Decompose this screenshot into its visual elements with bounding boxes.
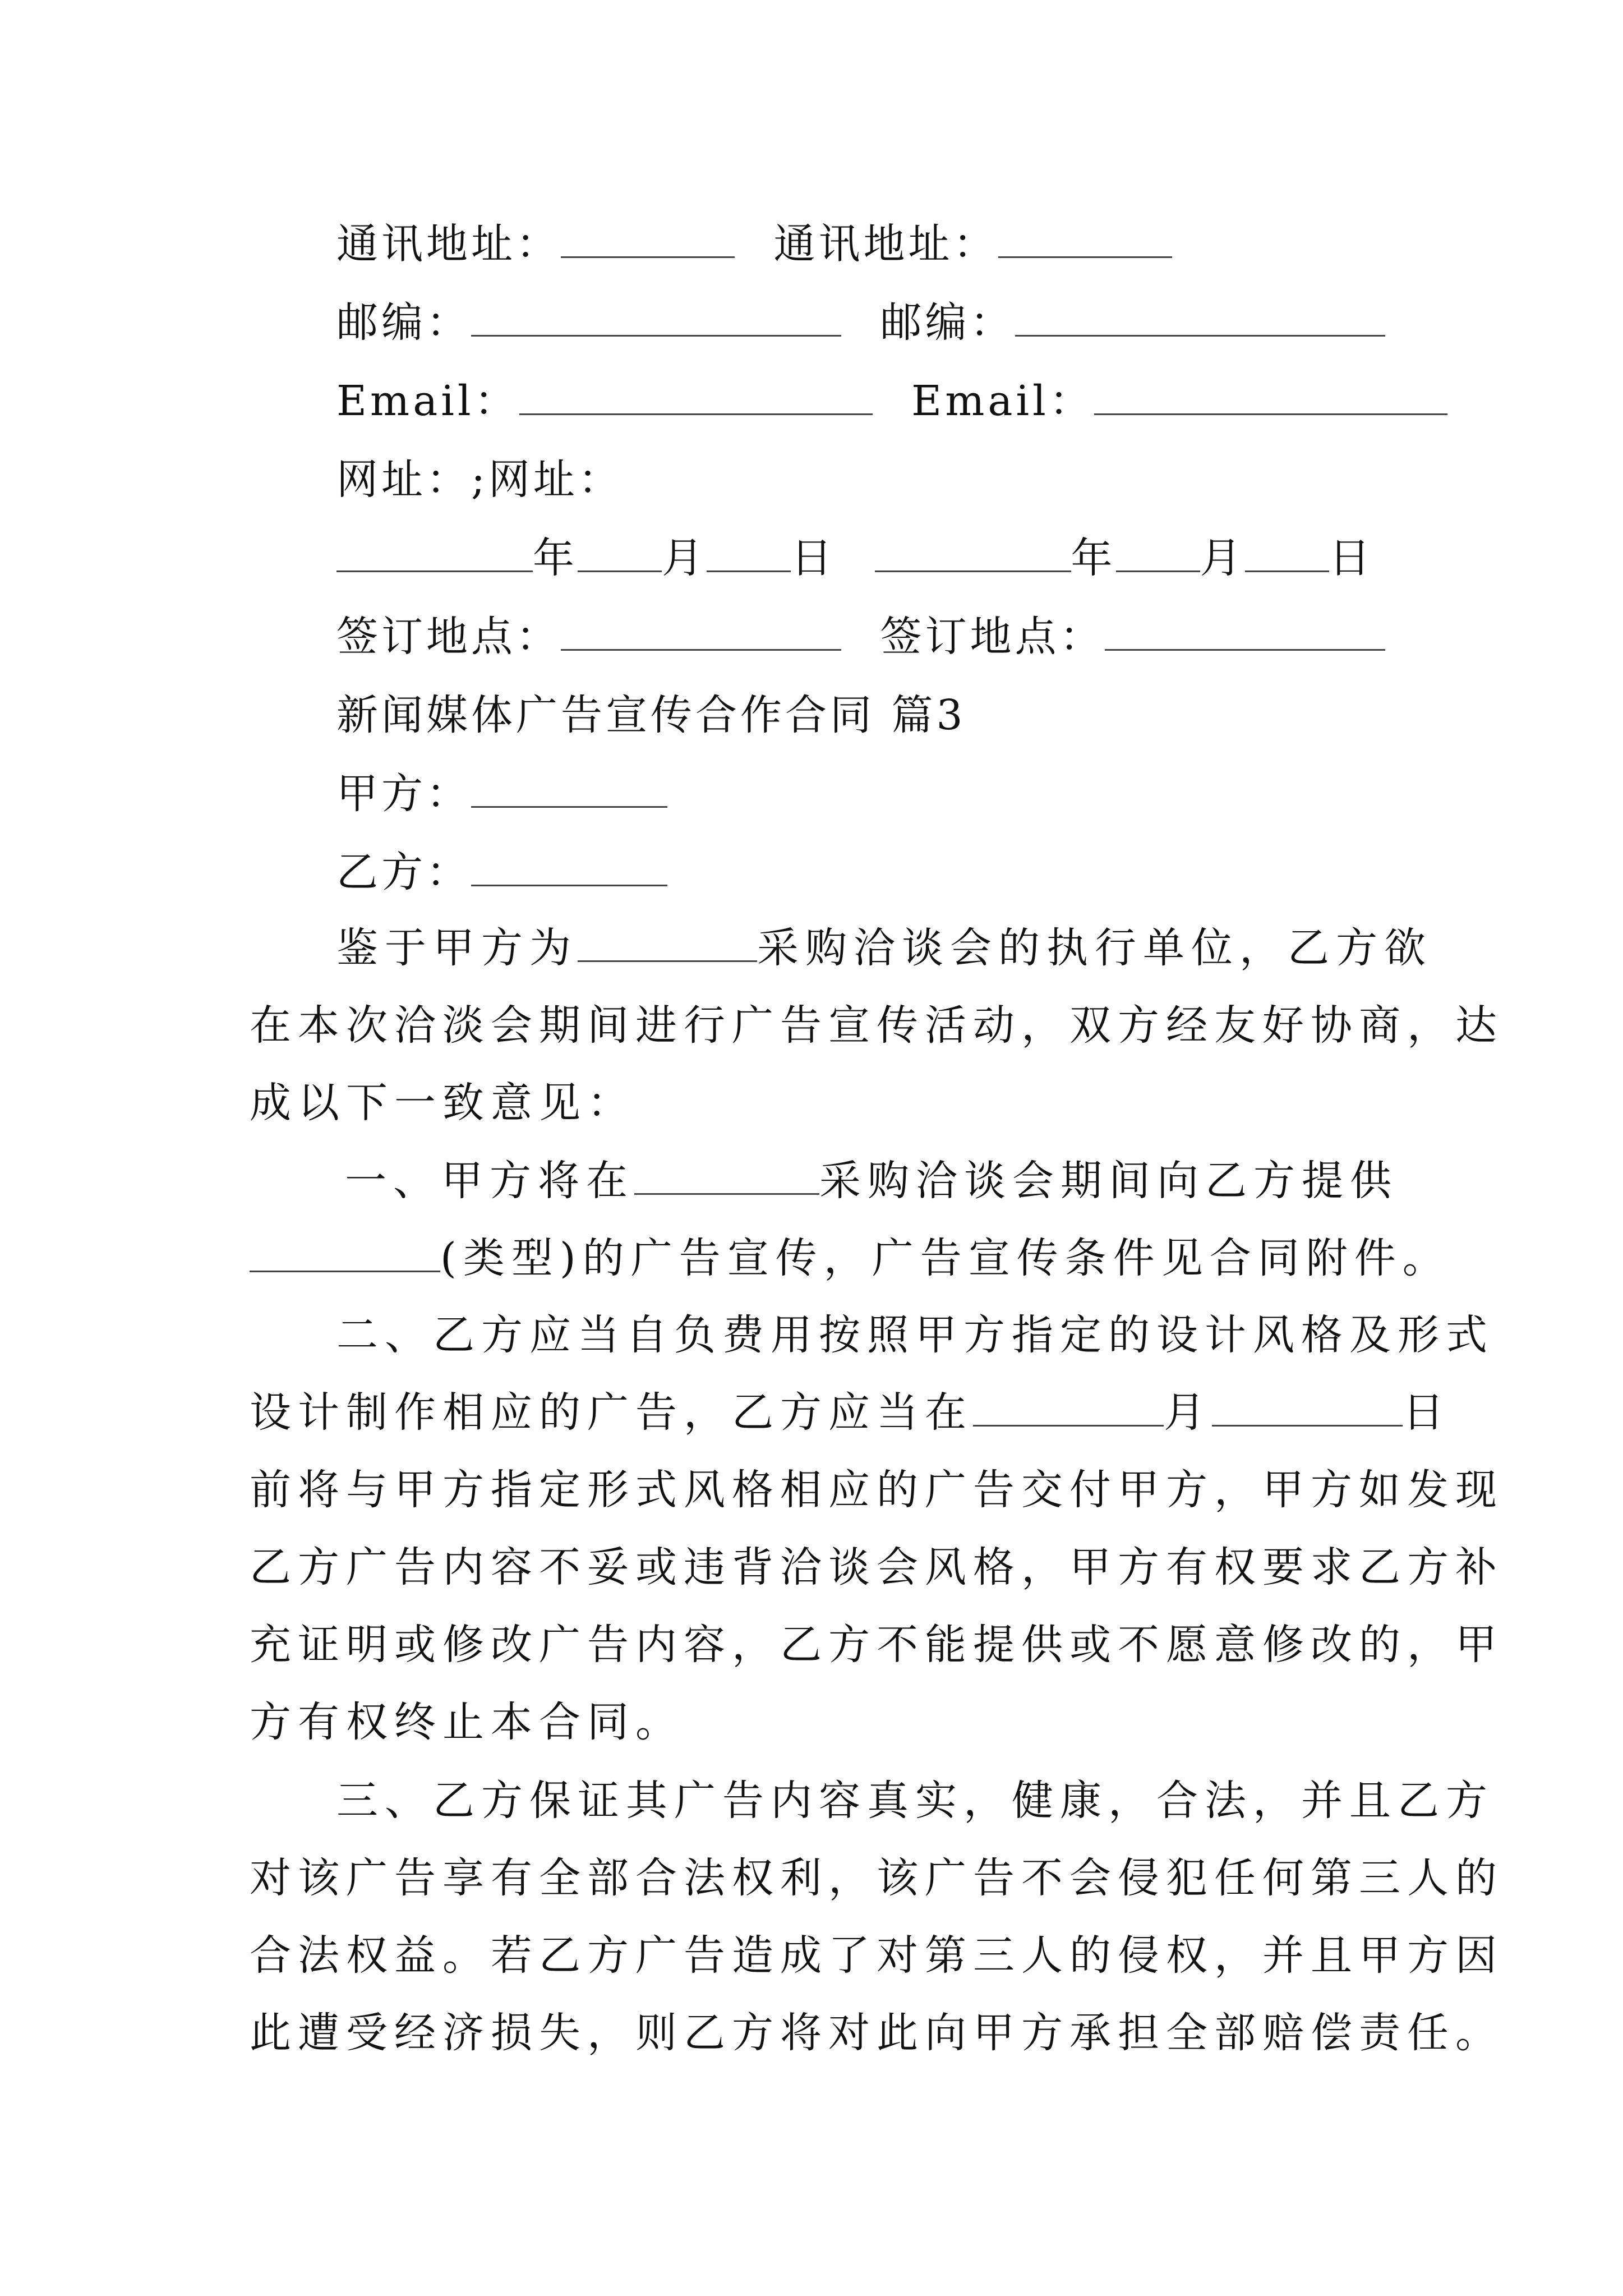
day-blank-b <box>1245 531 1329 572</box>
zip-line <box>336 295 1385 351</box>
ad-type-blank <box>250 1231 440 1272</box>
zip-blank-a <box>471 296 841 337</box>
paragraph-line: 对该广告享有全部合法权利，该广告不会侵犯任何第三人的 <box>250 1854 1504 1902</box>
text-run: (类型)的广告宣传，广告宣传条件见合同附件。 <box>440 1234 1451 1282</box>
email-label-b: Email： <box>911 377 1094 425</box>
year-label-b: 年 <box>1071 534 1116 582</box>
address-label-b: 通讯地址： <box>773 220 998 268</box>
email-label-a: Email： <box>336 377 519 425</box>
address-label-a: 通讯地址： <box>336 220 561 268</box>
paragraph-line: 乙方广告内容不妥或违背洽谈会风格，甲方有权要求乙方补 <box>250 1543 1504 1591</box>
address-line <box>336 216 1172 272</box>
paragraph-line: 合法权益。若乙方广告造成了对第三人的侵权，并且甲方因 <box>250 1931 1504 1980</box>
month-label-a: 月 <box>662 534 707 582</box>
paragraph-3 <box>250 1307 1504 1772</box>
text-run: 一、甲方将在 <box>345 1157 634 1205</box>
month-blank-a <box>578 531 662 572</box>
text-run: 设计制作相应的广告，乙方应当在 <box>250 1388 973 1437</box>
party-b-label: 乙方： <box>336 848 471 896</box>
day-blank-a <box>707 531 791 572</box>
text-run: 月 <box>1164 1388 1212 1437</box>
text-run: 日 <box>1403 1388 1451 1437</box>
paragraph-2 <box>250 1153 1451 1308</box>
contract-title: 新闻媒体广告宣传合作合同 篇3 <box>336 691 966 739</box>
website-line: 网址：;网址： <box>336 455 623 504</box>
signing-place-line <box>336 609 1385 665</box>
address-blank-a <box>561 217 735 258</box>
place-blank-a <box>561 610 841 651</box>
fair-name-blank <box>578 921 757 962</box>
party-a-line <box>336 766 667 822</box>
paragraph-line <box>250 1384 1451 1462</box>
zip-blank-b <box>1015 296 1385 337</box>
party-b-blank <box>471 845 667 886</box>
year-label-a: 年 <box>533 534 578 582</box>
place-label-a: 签订地点： <box>336 613 561 661</box>
paragraph-1 <box>250 920 1504 1152</box>
email-blank-a <box>519 374 873 415</box>
paragraph-line <box>250 920 1432 997</box>
day-label-b: 日 <box>1329 534 1374 582</box>
paragraph-line: 三、乙方保证其广告内容真实，健康，合法，并且乙方 <box>336 1777 1494 1825</box>
party-a-label: 甲方： <box>336 770 471 818</box>
email-blank-b <box>1094 374 1447 415</box>
text-run: 鉴于甲方为 <box>336 924 578 972</box>
paragraph-line: 在本次洽淡会期间进行广告宣传活动，双方经友好协商，达 <box>250 1001 1504 1050</box>
paragraph-line: 充证明或修改广告内容，乙方不能提供或不愿意修改的，甲 <box>250 1621 1504 1669</box>
month-blank <box>973 1386 1164 1427</box>
paragraph-line: 前将与甲方指定形式风格相应的广告交付甲方，甲方如发现 <box>250 1466 1504 1514</box>
paragraph-line: 方有权终止本合同。 <box>250 1698 684 1746</box>
zip-label-b: 邮编： <box>880 298 1015 347</box>
date-line <box>336 530 1374 586</box>
party-a-blank <box>471 767 667 808</box>
day-label-a: 日 <box>791 534 836 582</box>
paragraph-line <box>250 1153 1398 1230</box>
month-label-b: 月 <box>1200 534 1245 582</box>
fair-blank <box>634 1154 819 1195</box>
paragraph-line <box>250 1230 1451 1308</box>
place-blank-b <box>1105 610 1385 651</box>
paragraph-line: 成以下一致意见： <box>250 1079 635 1127</box>
year-blank-b <box>875 531 1071 572</box>
month-blank-b <box>1116 531 1200 572</box>
email-line <box>336 373 1447 429</box>
text-run: 采购洽谈会期间向乙方提供 <box>819 1157 1398 1205</box>
paragraph-4 <box>250 1773 1504 2082</box>
text-run: 采购洽谈会的执行单位，乙方欲 <box>757 924 1432 972</box>
address-blank-b <box>998 217 1172 258</box>
year-blank-a <box>336 531 533 572</box>
party-b-line <box>336 844 667 900</box>
paragraph-line: 二、乙方应当自负费用按照甲方指定的设计风格及形式 <box>336 1311 1494 1359</box>
paragraph-line: 此遭受经济损失，则乙方将对此向甲方承担全部赔偿责任。 <box>250 2009 1504 2057</box>
day-blank <box>1212 1386 1403 1427</box>
place-label-b: 签订地点： <box>880 613 1105 661</box>
zip-label-a: 邮编： <box>336 298 471 347</box>
